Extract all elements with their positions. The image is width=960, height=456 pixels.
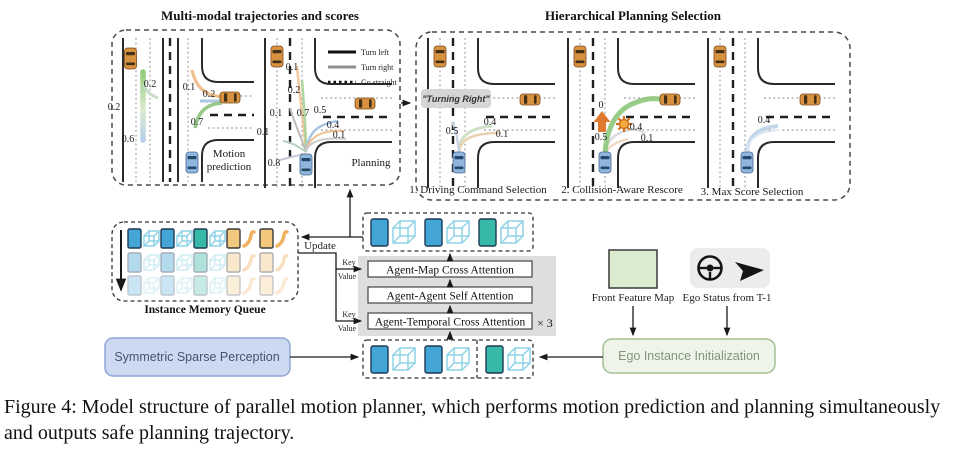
score-label: 0.5: [313, 105, 327, 116]
car-icon-orange: [574, 46, 586, 67]
scene-caption: 1. Driving Command Selection: [409, 184, 547, 196]
scene-motion-prediction: [178, 38, 254, 182]
repeat-multiplier-label: × 3: [537, 316, 553, 330]
cube-icon: [210, 231, 225, 246]
token-rect: [194, 229, 207, 248]
scene-planning: [257, 38, 392, 188]
car-icon-orange: [355, 98, 375, 109]
token-rect: [260, 229, 273, 248]
car-icon-orange: [271, 46, 283, 67]
score-label: 0.5: [445, 126, 459, 137]
token-rect: [486, 346, 503, 373]
score-label: 0.7: [190, 117, 204, 128]
motion-prediction-label: prediction: [206, 161, 252, 173]
attention-stack: [358, 254, 556, 340]
score-label: 0.7: [296, 108, 310, 119]
instance-memory-queue: [112, 222, 298, 316]
front-feature-map: [592, 250, 675, 335]
memory-row-past-2: [128, 276, 287, 295]
score-label: 0.1: [285, 62, 299, 73]
scene-caption: 2. Collision-Aware Rescore: [561, 184, 683, 196]
ego-instance-initialization: [540, 339, 775, 373]
car-icon-blue: [599, 152, 611, 173]
score-label: 0.4: [483, 117, 497, 128]
multimodal-panel-title: Multi-modal trajectories and scores: [161, 8, 359, 23]
update-label: Update: [304, 240, 336, 252]
cube-icon: [393, 348, 415, 370]
score-label: 0.2: [202, 89, 216, 100]
score-label: 0.4: [326, 120, 340, 131]
memory-queue-label: Instance Memory Queue: [144, 304, 266, 316]
score-label: 0.6: [121, 134, 135, 145]
memory-row-current: [128, 229, 287, 248]
memory-row-past-1: [128, 253, 287, 272]
input-token-row: [363, 340, 533, 378]
car-icon-blue: [300, 154, 312, 175]
hierarchical-panel-title: Hierarchical Planning Selection: [545, 8, 721, 23]
car-icon-orange: [800, 94, 820, 105]
score-label: 0.1: [269, 108, 283, 119]
attention-layer-label: Agent-Temporal Cross Attention: [374, 316, 526, 329]
legend-label: Turn left: [361, 48, 389, 57]
multimodal-panel: [108, 8, 400, 188]
score-label: 0: [598, 100, 604, 111]
score-label: 0.8: [267, 158, 281, 169]
score-label: 0.1: [495, 129, 509, 140]
car-icon-orange: [434, 46, 446, 67]
cube-icon: [393, 221, 415, 243]
key-label: Key: [342, 258, 356, 267]
score-label: 0.4: [757, 115, 771, 126]
key-value-connections: [298, 253, 361, 333]
score-label: 0.2: [107, 102, 121, 113]
attention-layer-label: Agent-Map Cross Attention: [386, 264, 514, 277]
car-icon-orange: [660, 94, 680, 105]
score-label: 0.1: [256, 127, 270, 138]
car-icon-orange: [520, 94, 540, 105]
motion-prediction-label: Motion: [212, 148, 246, 160]
command-label: "Turning Right": [422, 94, 490, 104]
scene-max-score-selection: [701, 38, 835, 198]
trajectory-swoosh-icon: [277, 232, 287, 246]
ego-status: [683, 248, 772, 335]
car-icon-orange: [125, 48, 137, 69]
ego-status-label: Ego Status from T-1: [682, 292, 772, 304]
cube-icon: [144, 231, 159, 246]
score-label: 0.4: [629, 122, 643, 133]
car-icon-blue: [453, 152, 465, 173]
token-rect: [425, 346, 442, 373]
value-label: Value: [337, 324, 357, 333]
score-label: 0.2: [287, 85, 301, 96]
car-icon-orange: [220, 92, 240, 103]
legend-label: Go straight: [361, 78, 397, 87]
symmetric-sparse-perception: [105, 338, 358, 376]
perception-label: Symmetric Sparse Perception: [114, 350, 280, 364]
scene-prediction-straight: [108, 38, 170, 182]
cube-icon: [177, 231, 192, 246]
token-rect: [227, 229, 240, 248]
trajectory-swoosh-icon: [244, 232, 254, 246]
figure-caption: Figure 4: Model structure of parallel motion planner, which performs motion prediction and planning simultaneously and outputs safe planning trajectory.: [4, 396, 941, 444]
score-label: 0.1: [182, 82, 196, 93]
ego-init-label: Ego Instance Initialization: [618, 349, 760, 363]
car-icon-blue: [186, 152, 198, 173]
token-rect: [161, 229, 174, 248]
trajectory-legend: [328, 48, 398, 87]
token-rect: [128, 229, 141, 248]
legend-label: Turn right: [361, 63, 394, 72]
scene-driving-command-selection: [409, 38, 555, 196]
token-rect: [371, 219, 388, 246]
hierarchical-panel: [409, 8, 850, 200]
car-icon-orange: [714, 46, 726, 67]
scene-caption: 3. Max Score Selection: [700, 186, 804, 198]
cube-icon: [447, 348, 469, 370]
token-rect: [479, 219, 496, 246]
score-label: 0.5: [594, 132, 608, 143]
output-token-row: [363, 213, 533, 251]
feature-map-label: Front Feature Map: [591, 292, 675, 304]
scene-collision-aware-rescore: [561, 38, 695, 196]
value-label: Value: [337, 272, 357, 281]
token-rect: [425, 219, 442, 246]
cube-icon: [447, 221, 469, 243]
score-label: 0.1: [640, 133, 654, 144]
score-label: 0.2: [143, 79, 157, 90]
cube-icon: [508, 348, 530, 370]
update-connection: [302, 190, 363, 252]
key-label: Key: [342, 310, 356, 319]
score-label: 0.1: [332, 130, 346, 141]
attention-layer-label: Agent-Agent Self Attention: [386, 290, 514, 303]
cube-icon: [501, 221, 523, 243]
token-rect: [371, 346, 388, 373]
feature-map-icon: [609, 250, 657, 288]
planning-label: Planning: [351, 157, 391, 169]
car-icon-blue: [741, 152, 753, 173]
